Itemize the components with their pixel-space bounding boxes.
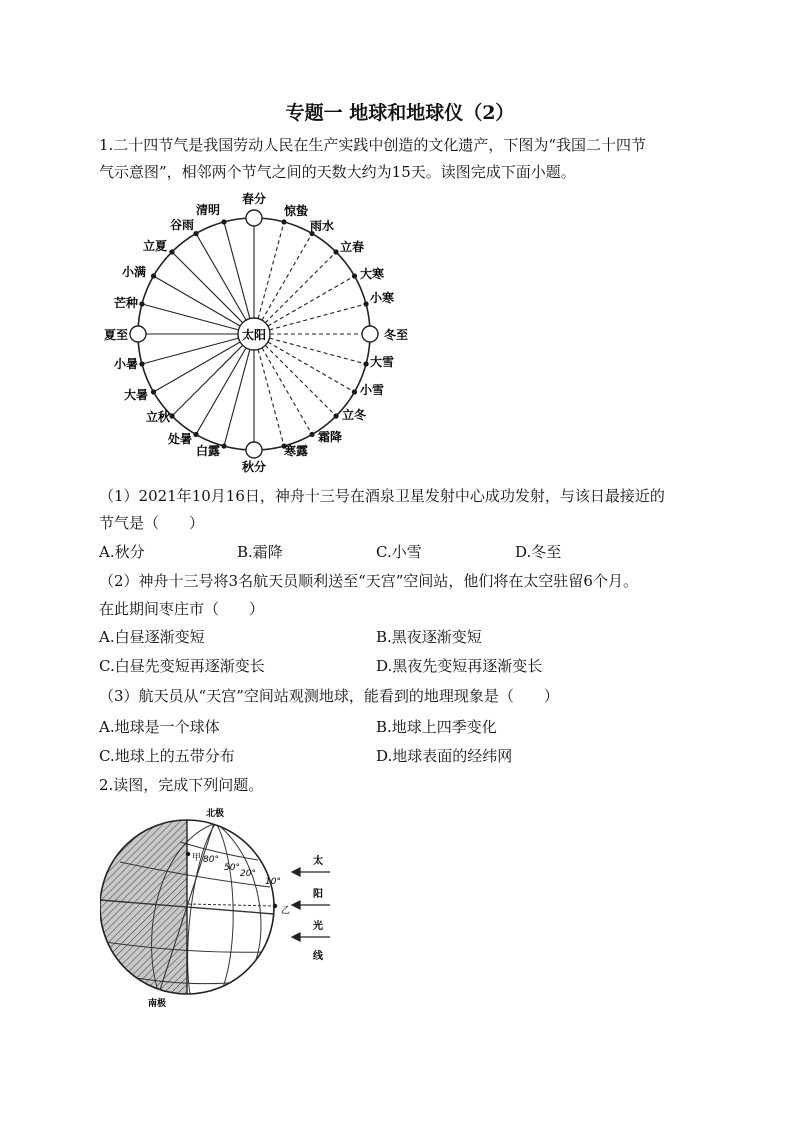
sub1-line1: （1）2021年10月16日，神舟十三号在酒泉卫星发射中心成功发射，与该日最接近的 <box>99 487 665 505</box>
meridian-line <box>216 823 233 990</box>
radial-line <box>258 349 284 446</box>
point-jia <box>186 852 190 856</box>
term-hanlu: 寒露 <box>283 444 309 458</box>
term-daxue: 大雪 <box>369 355 395 369</box>
sub1-option-a: A.秋分 <box>99 543 145 561</box>
term-xiaoman: 小满 <box>121 265 147 279</box>
sub2-line1: （2）神舟十三号将3名航天员顺利送至“天宫”空间站，他们将在太空驻留6个月。 <box>99 572 638 590</box>
sub3-option-d: D.地球表面的经纬网 <box>376 747 513 765</box>
sub3-line1: （3）航天员从“天宫”空间站观测地球，能看到的地理现象是（ ） <box>99 687 559 705</box>
term-lidong: 立冬 <box>341 408 367 422</box>
meridian-line <box>216 823 261 972</box>
sub1-option-d: D.冬至 <box>515 543 562 561</box>
globe-diagram <box>100 802 350 1017</box>
sub1-option-c: C.小雪 <box>376 543 422 561</box>
sunlight-label-4: 线 <box>313 951 323 962</box>
term-xiazhi: 夏至 <box>103 328 129 342</box>
autumnal-equinox-circle <box>246 442 262 458</box>
term-qiufen: 秋分 <box>241 460 267 474</box>
term-lixia: 立夏 <box>142 239 168 253</box>
night-side <box>100 820 187 994</box>
vernal-equinox-circle <box>246 210 262 226</box>
arrowhead-icon <box>292 868 300 876</box>
sub3-option-a: A.地球是一个球体 <box>99 718 220 736</box>
term-dahan: 大寒 <box>359 267 385 281</box>
radial-line <box>258 222 284 319</box>
solar-terms-diagram <box>100 188 420 478</box>
term-liqiu: 立秋 <box>145 410 171 424</box>
term-yushui: 雨水 <box>309 219 335 233</box>
south-pole-label: 南极 <box>148 999 167 1009</box>
sunlight-label-1: 太 <box>313 856 323 867</box>
lat-50-label: 50° <box>224 863 240 873</box>
yi-label: 乙 <box>281 906 291 916</box>
term-xiaohan: 小寒 <box>369 291 395 305</box>
sub3-option-c: C.地球上的五带分布 <box>99 747 235 765</box>
jia-label: 甲 <box>192 853 202 863</box>
term-xiaoshu: 小暑 <box>113 357 139 371</box>
sunlight-label-2: 阳 <box>313 889 323 900</box>
term-guyu: 谷雨 <box>169 218 195 232</box>
sub1-line2: 节气是（ ） <box>99 514 205 532</box>
term-mangzhong: 芒种 <box>113 296 139 310</box>
winter-solstice-circle <box>362 326 378 342</box>
radial-line <box>172 345 243 416</box>
radial-line <box>265 252 336 323</box>
term-shuangjiang: 霜降 <box>317 430 343 444</box>
summer-solstice-circle <box>130 326 146 342</box>
lat-80-label: 80° <box>203 855 219 865</box>
term-chushu: 处暑 <box>167 432 193 446</box>
term-chunfen: 春分 <box>241 192 267 206</box>
lat-20-label: 20° <box>240 869 256 879</box>
arrowhead-icon <box>292 933 300 941</box>
north-pole-label: 北极 <box>206 809 225 819</box>
sub1-option-b: B.霜降 <box>237 543 283 561</box>
radial-line <box>172 252 243 323</box>
sub3-option-b: B.地球上四季变化 <box>376 718 497 736</box>
radial-line <box>265 345 336 416</box>
term-dashu: 大暑 <box>123 388 149 402</box>
sub2-option-d: D.黑夜先变短再逐渐变长 <box>376 657 543 675</box>
term-qingming: 清明 <box>195 203 221 217</box>
page-title: 专题一 地球和地球仪（2） <box>285 102 515 124</box>
radial-line <box>269 338 366 364</box>
term-dongzhi: 冬至 <box>383 328 409 342</box>
dashed-line <box>188 904 275 906</box>
lat-10-label: 10° <box>265 877 281 887</box>
term-lichun: 立春 <box>339 240 365 254</box>
term-jingzhe: 惊蛰 <box>283 204 309 218</box>
arrowhead-icon <box>292 901 300 909</box>
sunlight-label-3: 光 <box>313 921 323 932</box>
term-xiaoxue: 小雪 <box>359 383 385 397</box>
q1-intro-line2: 气示意图”，相邻两个节气之间的天数大约为15天。读图完成下面小题。 <box>99 163 576 181</box>
q1-intro-line1: 1.二十四节气是我国劳动人民在生产实践中创造的文化遗产，下图为“我国二十四节 <box>99 136 646 154</box>
term-bailu: 白露 <box>195 444 221 458</box>
sun-label: 太阳 <box>241 328 267 342</box>
sub2-option-b: B.黑夜逐渐变短 <box>376 628 482 646</box>
sub2-option-a: A.白昼逐渐变短 <box>99 628 205 646</box>
q2-intro: 2.读图，完成下列问题。 <box>99 776 264 794</box>
sub2-line2: 在此期间枣庄市（ ） <box>99 600 265 618</box>
sub2-option-c: C.白昼先变短再逐渐变长 <box>99 657 265 675</box>
radial-line <box>269 304 366 330</box>
